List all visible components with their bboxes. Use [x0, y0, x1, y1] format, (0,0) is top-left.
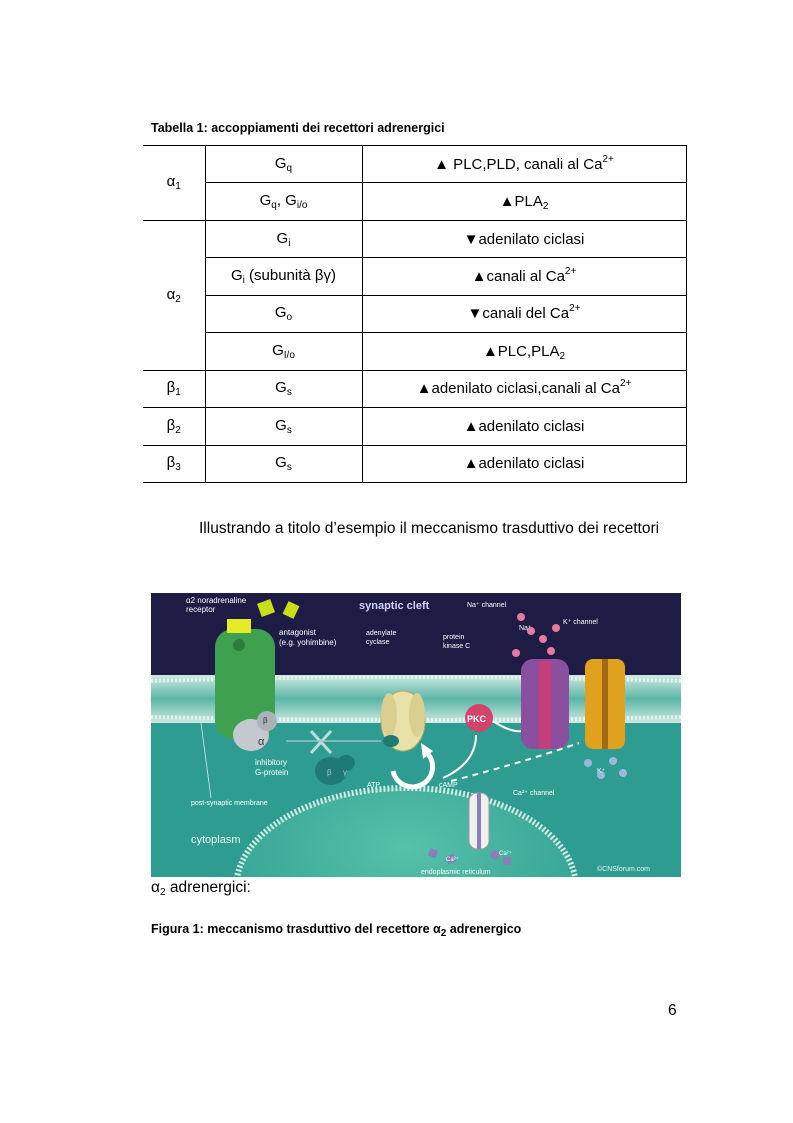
label-pk-1: protein [443, 634, 465, 641]
effect-cell: ▲adenilato ciclasi,canali al $Ca^{2+}$ [362, 370, 686, 407]
effect-cell: ▲ PLC,PLD, canali al $Ca^{2+}$ [362, 146, 686, 183]
label-copyright: ©CNSforum.com [597, 866, 650, 873]
figure-caption: Figura 1: meccanismo trasduttivo del recettore $\alpha_2$ adrenergico [151, 922, 522, 939]
table-row [143, 146, 686, 183]
label-er: endoplasmic reticulum [421, 869, 491, 876]
g-protein-cell: $G_s$ [205, 445, 362, 482]
figure-diagram [151, 593, 681, 877]
label-cytoplasm: cytoplasm [191, 834, 241, 846]
body-paragraph: Illustrando a titolo d’esempio il meccanismo trasduttivo dei recettori [199, 520, 660, 537]
label-k-channel: K⁺ channel [563, 619, 598, 626]
label-antagonist-2: (e.g. yohimbine) [279, 638, 337, 647]
label-pkc: PKC [467, 714, 487, 724]
table-row [143, 183, 686, 220]
effect-cell: ▲adenilato ciclasi [362, 445, 686, 482]
receptor-cell: $\beta_1$ [143, 370, 205, 407]
effect-cell: ▲canali al $Ca^{2+}$ [362, 258, 686, 295]
g-protein-cell: $G_q$ [205, 146, 362, 183]
label-adenylate-2: cyclase [366, 639, 390, 646]
label-pk-2: kinase C [443, 643, 471, 650]
effect-cell: ▼adenilato ciclasi [362, 220, 686, 257]
table-row [143, 370, 686, 407]
effect-cell: $▲PLA_2$ [362, 183, 686, 220]
figure-trailing-text: $\alpha_2$ adrenergici: [151, 879, 251, 898]
effect-cell: ▼canali del $Ca^{2+}$ [362, 295, 686, 332]
label-post-membrane: post-synaptic membrane [191, 800, 268, 807]
table-row [143, 295, 686, 332]
label-receptor-2: receptor [186, 605, 216, 614]
label-atp: ATP [367, 782, 381, 789]
label-ca-ion-2: Ca²⁺ [499, 851, 512, 857]
table-row [143, 258, 686, 295]
effect-cell: $▲PLC,PLA_2$ [362, 333, 686, 370]
table-title: Tabella 1: accoppiamenti dei recettori adrenergici [151, 121, 445, 135]
g-protein-cell: $G_s$ [205, 408, 362, 445]
g-protein-cell: $G_q$, $G_{i/o}$ [205, 183, 362, 220]
label-beta-top: β [263, 716, 268, 725]
label-gamma: γ [343, 768, 347, 777]
label-adenylate-1: adenylate [366, 630, 397, 637]
label-beta: β [327, 768, 332, 777]
effect-cell: ▲adenilato ciclasi [362, 408, 686, 445]
label-inhibitory-2: G-protein [255, 768, 289, 777]
table-row [143, 408, 686, 445]
label-ca-channel: Ca²⁺ channel [513, 790, 555, 797]
receptor-cell: $\alpha_1$ [143, 146, 205, 221]
page-number: 6 [668, 1002, 677, 1019]
label-na-ion: Na⁺ [519, 625, 532, 632]
table-row [143, 333, 686, 370]
g-protein-cell: $G_o$ [205, 295, 362, 332]
g-protein-cell: $G_i$ (subunità βγ) [205, 258, 362, 295]
table-row [143, 445, 686, 482]
g-protein-cell: $G_s$ [205, 370, 362, 407]
label-ca-ion-1: Ca²⁺ [446, 857, 459, 863]
label-synaptic-cleft: synaptic cleft [359, 600, 430, 612]
label-camp: cAMP [439, 782, 458, 789]
transduction-illustration [151, 593, 681, 877]
receptor-coupling-table [143, 145, 687, 483]
label-inhibitory-1: inhibitory [255, 758, 288, 767]
table-row [143, 220, 686, 257]
label-receptor-1: α2 noradrenaline [186, 596, 247, 605]
receptor-cell: $\beta_2$ [143, 408, 205, 445]
label-k-ion: K⁺ [597, 768, 606, 775]
receptor-cell: $\beta_3$ [143, 445, 205, 482]
label-alpha: α [258, 736, 265, 748]
g-protein-cell: $G_{I/o}$ [205, 333, 362, 370]
label-antagonist-1: antagonist [279, 628, 316, 637]
g-protein-cell: $G_i$ [205, 220, 362, 257]
label-na-channel: Na⁺ channel [467, 602, 507, 609]
receptor-cell: $\alpha_2$ [143, 220, 205, 370]
